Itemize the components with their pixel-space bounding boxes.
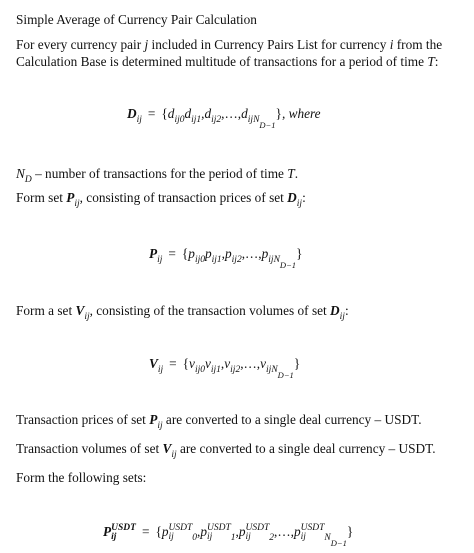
idx-ij: ij bbox=[191, 115, 197, 125]
formula-PU-lhs-sub: ij bbox=[111, 532, 117, 542]
idx-ij: ij bbox=[231, 255, 237, 265]
formula-V bbox=[149, 356, 300, 383]
prices-conv-text-b: are converted to a single deal currency – USDT. bbox=[162, 412, 422, 427]
idx-ij: ij bbox=[268, 255, 274, 265]
prices-conv-var-sub: ij bbox=[157, 421, 163, 431]
nd-definition bbox=[16, 166, 298, 188]
elem-sup: USDT bbox=[206, 523, 231, 533]
formula-P-eq: = bbox=[168, 246, 176, 261]
form-P-text-c: : bbox=[302, 190, 306, 205]
nd-var-T: T bbox=[287, 166, 295, 181]
formula-V-lhs: V bbox=[149, 356, 158, 371]
form-V-text-b: , consisting of the transaction volumes of set bbox=[89, 303, 331, 318]
prices-conv-text-a: Transaction prices of set bbox=[16, 412, 150, 427]
idx-D: D bbox=[277, 370, 284, 380]
form-following-line bbox=[16, 470, 146, 486]
idx-ij: ij bbox=[194, 255, 201, 265]
formula-V-elem-1: v bbox=[204, 356, 211, 371]
idx-0: 0 bbox=[179, 115, 185, 125]
form-P-var2: D bbox=[287, 190, 297, 205]
formula-P-lhs-sub: ij bbox=[157, 255, 163, 265]
formula-P-close-brace: } bbox=[296, 246, 303, 261]
comma: , bbox=[220, 356, 225, 371]
formula-D-elem-0-sub bbox=[174, 115, 184, 125]
elem-sup: USDT bbox=[300, 523, 325, 533]
ellipsis: ,…, bbox=[240, 356, 261, 371]
formula-P-open-brace: { bbox=[181, 246, 189, 261]
idx-ij: ij bbox=[266, 365, 272, 375]
formula-P-lhs: P bbox=[149, 246, 158, 261]
form-P-line bbox=[16, 190, 306, 212]
intro-text-1b: included in Currency Pairs List for currency bbox=[148, 37, 390, 52]
formula-P bbox=[149, 246, 302, 273]
idx-2: 2 bbox=[216, 115, 222, 125]
formula-D-elem-2: d bbox=[204, 106, 212, 121]
formula-PU-elem-last-scripts bbox=[301, 524, 325, 542]
idx-N: N bbox=[271, 365, 278, 375]
formula-V-open-brace: { bbox=[182, 356, 190, 371]
comma: , bbox=[197, 524, 201, 540]
formula-P-elem-2-sub bbox=[232, 255, 242, 265]
formula-P-elem-2: p bbox=[225, 246, 232, 261]
idx-1: 1 bbox=[196, 115, 202, 125]
ellipsis: ,…, bbox=[274, 524, 294, 540]
volumes-conv-var: V bbox=[162, 441, 172, 456]
formula-D-where: , where bbox=[281, 106, 321, 121]
elem-sub: ij bbox=[300, 532, 306, 542]
nd-text: – number of transactions for the period of time bbox=[31, 166, 288, 181]
form-V-var2-sub: ij bbox=[339, 312, 345, 322]
form-V-text-a: Form a set bbox=[16, 303, 76, 318]
formula-D-close-brace: } bbox=[275, 106, 282, 121]
formula-D-elem-1: d bbox=[184, 106, 192, 121]
formula-D-elem-last: d bbox=[241, 106, 248, 121]
idx-0: 0 bbox=[200, 255, 205, 265]
idx-ij: ij bbox=[247, 115, 254, 125]
prices-conversion-line bbox=[16, 412, 422, 434]
formula-P-elem-1-sub bbox=[212, 255, 222, 265]
idx-ij: ij bbox=[211, 115, 217, 125]
elem-sup: USDT bbox=[245, 523, 270, 533]
idx-1: 1 bbox=[216, 255, 222, 265]
formula-V-elem-0: v bbox=[189, 356, 195, 371]
ellipsis: ,…, bbox=[241, 246, 262, 261]
formula-V-elem-last-sub bbox=[266, 365, 294, 380]
intro-text-2b: : bbox=[434, 54, 439, 69]
form-P-var2-sub: ij bbox=[296, 199, 303, 209]
form-V-text-c: : bbox=[344, 303, 349, 318]
form-P-var-sub: ij bbox=[74, 199, 80, 209]
volumes-conv-text-b: are converted to a single deal currency – USDT. bbox=[176, 441, 436, 456]
form-following-text: Form the following sets: bbox=[16, 470, 147, 485]
idx-2: 2 bbox=[235, 365, 241, 375]
intro-text-1a: For every currency pair bbox=[16, 37, 145, 52]
intro-var-j: j bbox=[144, 37, 149, 52]
formula-D-elem-1-sub bbox=[191, 115, 201, 125]
formula-PU-lhs-sup: USDT bbox=[111, 523, 136, 533]
formula-D-lhs: D bbox=[127, 106, 137, 121]
form-V-var2: D bbox=[330, 303, 340, 318]
nd-symbol: N bbox=[16, 166, 25, 181]
formula-PU-lhs: P bbox=[103, 524, 112, 540]
elem-sub: ij bbox=[206, 532, 213, 542]
formula-P-usdt bbox=[103, 524, 353, 551]
idx-N: N bbox=[253, 115, 260, 125]
form-V-var: V bbox=[75, 303, 85, 318]
volumes-conv-var-sub: ij bbox=[171, 450, 177, 460]
formula-P-elem-0: p bbox=[188, 246, 195, 261]
comma: , bbox=[201, 106, 205, 121]
formula-D-lhs-sub: ij bbox=[136, 115, 142, 125]
idx-0: 0 bbox=[192, 533, 197, 544]
form-V-var-sub: ij bbox=[84, 312, 90, 322]
intro-line-1 bbox=[16, 37, 442, 53]
idx-ij: ij bbox=[211, 255, 217, 265]
formula-D bbox=[127, 106, 321, 133]
formula-V-elem-2-sub bbox=[230, 365, 240, 375]
formula-D-elem-last-sub bbox=[247, 115, 276, 130]
idx-minus-1: −1 bbox=[286, 260, 297, 270]
formula-D-elem-0: d bbox=[167, 106, 175, 121]
idx-1: 1 bbox=[216, 365, 221, 375]
ellipsis: ,…, bbox=[221, 106, 242, 121]
elem-sup: USDT bbox=[168, 523, 193, 533]
formula-PU-close-brace: } bbox=[346, 524, 354, 540]
elem-sub: ij bbox=[245, 532, 251, 542]
idx-0: 0 bbox=[200, 365, 205, 375]
idx-D: D bbox=[279, 260, 287, 270]
idx-D: D bbox=[259, 120, 266, 130]
formula-P-elem-last-sub bbox=[268, 255, 297, 270]
idx-ij: ij bbox=[174, 115, 180, 125]
formula-V-eq: = bbox=[169, 356, 177, 371]
comma: , bbox=[235, 524, 239, 540]
formula-PU-elem-2-scripts bbox=[245, 524, 269, 542]
formula-PU-elem-last: p bbox=[293, 524, 301, 540]
formula-D-elem-2-sub bbox=[211, 115, 221, 125]
formula-PU-open-brace: { bbox=[155, 524, 162, 540]
formula-V-elem-last: v bbox=[260, 356, 267, 371]
idx-2: 2 bbox=[269, 533, 274, 544]
volumes-conversion-line bbox=[16, 441, 436, 463]
formula-V-close-brace: } bbox=[293, 356, 301, 371]
comma: , bbox=[221, 246, 225, 261]
nd-end: . bbox=[294, 166, 299, 181]
idx-1: 1 bbox=[230, 533, 236, 544]
formula-D-eq: = bbox=[147, 106, 156, 121]
formula-V-elem-1-sub bbox=[211, 365, 221, 375]
idx-ij: ij bbox=[230, 365, 236, 375]
idx-N: N bbox=[273, 255, 280, 265]
formula-PU-last-idx bbox=[324, 533, 347, 549]
idx-minus-1: −1 bbox=[336, 538, 347, 549]
form-P-var: P bbox=[66, 190, 75, 205]
formula-D-open-brace: { bbox=[161, 106, 168, 121]
form-P-text-a: Form set bbox=[16, 190, 67, 205]
formula-P-elem-0-sub bbox=[195, 255, 205, 265]
elem-sub: ij bbox=[168, 532, 174, 542]
formula-V-lhs-sub: ij bbox=[157, 365, 164, 375]
nd-symbol-sub: D bbox=[24, 175, 32, 185]
volumes-conv-text-a: Transaction volumes of set bbox=[16, 441, 163, 456]
idx-N: N bbox=[324, 533, 331, 544]
intro-line-2 bbox=[16, 54, 438, 70]
formula-V-elem-0-sub bbox=[195, 365, 205, 375]
title-text: Simple Average of Currency Pair Calculation bbox=[16, 12, 257, 27]
idx-ij: ij bbox=[194, 365, 201, 375]
formula-PU-elem-1-scripts bbox=[207, 524, 231, 542]
formula-PU-elem-2: p bbox=[238, 524, 246, 540]
formula-PU-elem-0-scripts bbox=[168, 524, 192, 542]
form-P-text-b: , consisting of transaction prices of set bbox=[79, 190, 288, 205]
intro-text-2a: Calculation Base is determined multitude of transactions for a period of time bbox=[16, 54, 428, 69]
formula-P-elem-last: p bbox=[261, 246, 269, 261]
idx-ij: ij bbox=[210, 365, 217, 375]
prices-conv-var: P bbox=[149, 412, 158, 427]
formula-PU-lhs-scripts bbox=[111, 524, 136, 542]
idx-minus-1: −1 bbox=[283, 370, 294, 380]
intro-text-1c: from the bbox=[393, 37, 443, 52]
formula-P-elem-1: p bbox=[204, 246, 212, 261]
section-title bbox=[16, 12, 257, 28]
formula-V-elem-2: v bbox=[224, 356, 231, 371]
formula-PU-elem-1: p bbox=[200, 524, 207, 540]
idx-minus-1: −1 bbox=[265, 120, 276, 130]
idx-2: 2 bbox=[236, 255, 242, 265]
intro-var-T: T bbox=[427, 54, 435, 69]
idx-D: D bbox=[330, 538, 337, 549]
form-V-line bbox=[16, 303, 349, 325]
formula-PU-eq: = bbox=[141, 524, 150, 540]
intro-var-i: i bbox=[389, 37, 394, 52]
formula-PU-elem-0: p bbox=[161, 524, 169, 540]
